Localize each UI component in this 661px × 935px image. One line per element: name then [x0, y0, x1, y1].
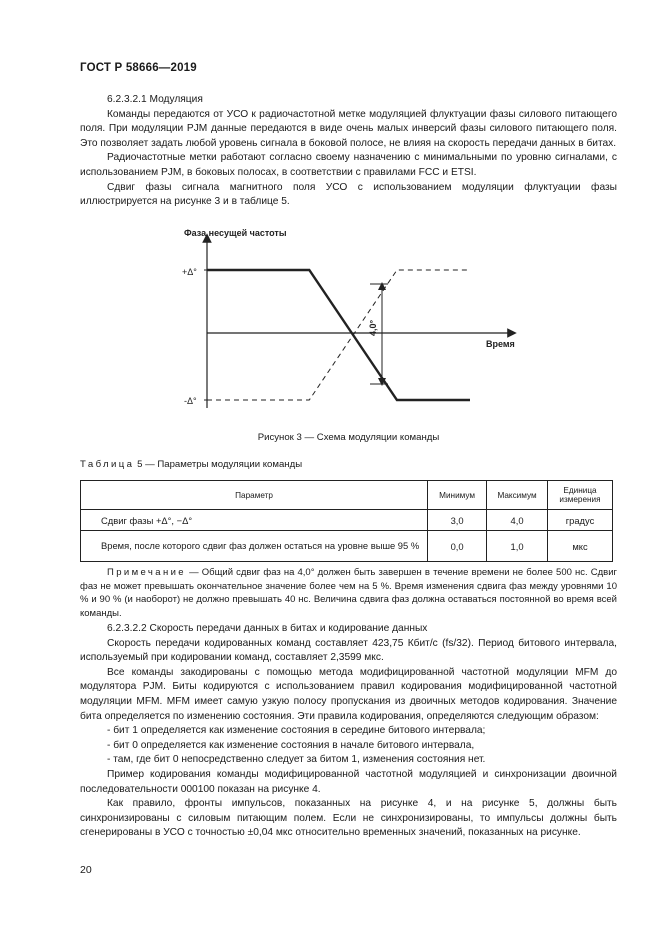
paragraph: Как правило, фронты импульсов, показанных на рисунке 4, и на рисунке 5, должны быть синхронизированы с силовым питающим полем. Если не синхронизированы, то импульсы должны быть сгенерированы в УСО с точностью ±0,04 мкс относительно временных значений, показанных на рисунке.	[80, 798, 617, 839]
figure-caption: Рисунок 3 — Схема модуляции команды	[257, 432, 440, 443]
annotation-label: 4,0°	[368, 319, 378, 336]
table-cell: 4,0	[487, 510, 548, 531]
table-cell: 3,0	[428, 510, 487, 531]
table-cell: 1,0	[487, 531, 548, 562]
table-cell: Сдвиг фазы +Δ°, −Δ°	[81, 510, 428, 531]
section-heading-modulation: 6.2.3.2.1 Модуляция	[107, 94, 203, 105]
y-tick-minus: -Δ°	[184, 396, 197, 406]
parameters-table	[80, 480, 613, 562]
phase-modulation-chart	[170, 220, 530, 420]
paragraph: Скорость передачи кодированных команд составляет 423,75 Кбит/с (fs/32). Период битового интервала, используемый при кодировании команд, составляет 2,3599 мкс.	[80, 637, 617, 664]
chart-svg	[170, 220, 530, 420]
table-row	[81, 510, 613, 531]
note-text: — Общий сдвиг фаз на 4,0° должен быть завершен в течение времени не более 500 нс. Сдвиг фаз не может превышать окончательное значение более чем на 5 %. Время изменения сдвига фаз между уровнями 10 % и 90 % (и наоборот) не должно превышать 40 нс. Величина сдвига фаз должна оставаться постоянной во время всей команды.	[80, 567, 617, 619]
y-tick-plus: +Δ°	[182, 267, 197, 277]
list-item: - бит 0 определяется как изменение состояния в начале битового интервала,	[107, 739, 475, 751]
page-number: 20	[80, 864, 92, 876]
paragraph: Сдвиг фазы сигнала магнитного поля УСО с использованием модуляции флуктуации фазы иллюстрируется на рисунке 3 и в таблице 5.	[80, 181, 617, 208]
table-row	[81, 531, 613, 562]
column-header: Минимум	[428, 481, 487, 510]
document-header: ГОСТ Р 58666—2019	[80, 62, 197, 74]
table-header-row	[81, 481, 613, 510]
paragraph: Радиочастотные метки работают согласно своему назначению с минимальными по уровню сигналами, с использованием PJM, в боковых полосах, в соответствии с правилами FCC и ETSI.	[80, 152, 617, 178]
section-heading-bitrate: 6.2.3.2.2 Скорость передачи данных в битах и кодирование данных	[107, 623, 428, 634]
table-title-text: 5 — Параметры модуляции команды	[134, 459, 303, 470]
y-axis-title: Фаза несущей частоты	[184, 228, 287, 238]
column-header: Параметр	[81, 481, 428, 510]
column-header: Единица измерения	[548, 481, 613, 510]
bitrate-section	[80, 622, 617, 841]
paragraph: Пример кодирования команды модифицированной частотной модуляцией и синхронизации двоичной последовательности 000100 показан на рисунке 4.	[80, 768, 617, 795]
note-label: Примечание	[107, 567, 186, 578]
paragraph: Все команды закодированы с помощью метода модифицированной частотной модуляции MFM до модулятора PJM. Биты кодируются с использованием правил кодирования модифицированной частотной модуляции MFM. MFM имеет самую узкую полосу пропускания из двоичных методов кодирования. Значение бита определяется по изменению состояния. Эти правила кодирования, определяются следующим образом:	[80, 666, 617, 722]
series-line-phase-rising	[207, 270, 470, 400]
table-cell: 0,0	[428, 531, 487, 562]
table-title	[80, 459, 302, 470]
table-cell: мкс	[548, 531, 613, 562]
column-header: Максимум	[487, 481, 548, 510]
x-axis-title: Время	[486, 339, 515, 349]
series-line-phase-falling	[207, 270, 470, 400]
list-item: - бит 1 определяется как изменение состояния в середине битового интервала;	[107, 725, 486, 737]
list-item: - там, где бит 0 непосредственно следует за битом 1, изменения состояния нет.	[107, 754, 486, 766]
table-label: Таблица	[80, 459, 135, 470]
table-cell: градус	[548, 510, 613, 531]
table-cell: Время, после которого сдвиг фаз должен остаться на уровне выше 95 %	[81, 531, 428, 562]
table-note	[80, 566, 617, 620]
paragraph: Команды передаются от УСО к радиочастотной метке модуляцией флуктуации фазы силового питающего поля. При модуляции PJM данные передаются в виде очень малых инверсий фазы силового питающего поля. Это позволяет задать любой уровень сигнала в боковой полосе, не влияя на скорость передачи данных в битах.	[80, 108, 617, 149]
intro-section	[80, 93, 617, 210]
